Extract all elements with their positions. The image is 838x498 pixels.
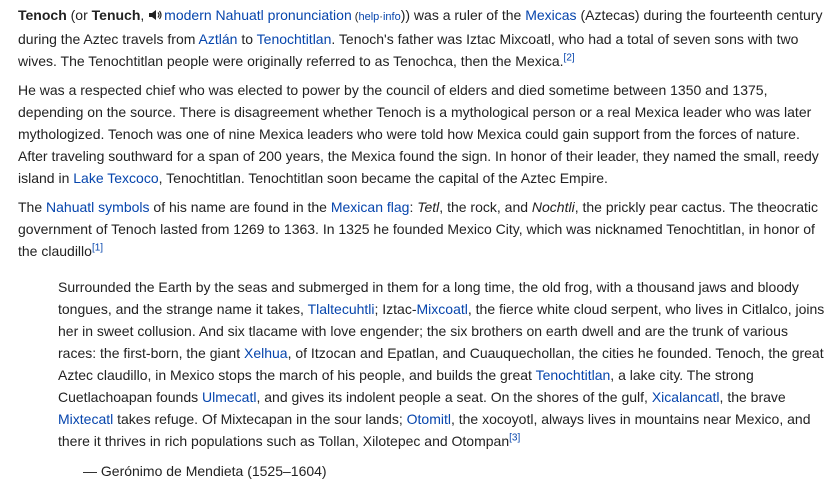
ulmecatl-link[interactable]: Ulmecatl — [202, 389, 257, 405]
aztlan-link[interactable]: Aztlán — [198, 31, 238, 47]
xicalancatl-link[interactable]: Xicalancatl — [651, 389, 720, 405]
article-subject: Tenoch — [18, 7, 67, 23]
mexican-flag-link[interactable]: Mexican flag — [330, 199, 410, 215]
article-content — [18, 4, 828, 482]
nahuatl-symbols-link[interactable]: Nahuatl symbols — [46, 199, 150, 215]
tetl-term: Tetl — [417, 199, 440, 215]
mendieta-quote — [58, 276, 828, 482]
mexicas-link[interactable]: Mexicas — [525, 7, 577, 23]
quote-citation: — Gerónimo de Mendieta (1525–1604) — [83, 463, 327, 479]
help-link[interactable]: help — [358, 11, 380, 23]
paragraph-symbols: The Nahuatl symbols of his name are found in the Mexican flag: Tetl, the rock, and Nochtli, the prickly pear cactus. The theocratic government of Tenoch lasted from 1269 to 1363. In 1325 he founded Mexico City, which was nicknamed Tenochtitlan, in honor of the claudillo[1] — [18, 199, 819, 259]
pronunciation-link[interactable]: modern Nahuatl pronunciation — [164, 7, 352, 23]
mixcoatl-link[interactable]: Mixcoatl — [416, 301, 468, 317]
alternate-name: Tenuch — [91, 7, 141, 23]
quote-text: Surrounded the Earth by the seas and submerged in them for a long time, the old frog, with a thousand jaws and bloody tongues, and the strange name it takes, Tlaltecuhtli; Iztac-Mixcoatl, the fierce white cloud serpent, who lives in Citlalco, joins her in sweet collusion. And six tlacame with love engender; the six brothers on earth dwell and are the trunk of various races: the first-born, the giant Xelhua, of Itzocan and Epatlan, and Cuauquechollan, the cities he founded. Tenoch, the great Aztec claudillo, in Mexico stops the march of his people, and builds the great Tenochtitlan, a lake city. The strong Cuetlachoapan founds Ulmecatl, and gives its indolent people a seat. On the shores of the gulf, Xicalancatl, the brave Mixtecatl takes refuge. Of Mixtecapan in the sour lands; Otomitl, the xocoyotl, always lives in mountains near Mexico, and there it thrives in rich populations such as Tollan, Xilotepec and Otompan[3] — [58, 279, 825, 449]
mixtecatl-link[interactable]: Mixtecatl — [58, 411, 114, 427]
speaker-icon[interactable] — [148, 5, 162, 17]
nochtli-term: Nochtli — [531, 199, 575, 215]
reference-2-link[interactable]: [2] — [563, 52, 575, 64]
xelhua-link[interactable]: Xelhua — [243, 345, 288, 361]
reference-3-link[interactable]: [3] — [509, 432, 521, 444]
paragraph-biography: He was a respected chief who was elected to power by the council of elders and died sometime between 1350 and 1375, depending on the source. There is disagreement whether Tenoch is a mythological person or a real Mexica leader who was later mythologized. Tenoch was one of nine Mexica leaders who were told how Mexica could gain support from the forces of nature. After traveling southward for a span of 200 years, the Mexica found the sign. In honor of their leader, they named the small, reedy island in Lake Texcoco, Tenochtitlan. Tenochtitlan soon became the capital of the Aztec Empire. — [18, 82, 819, 186]
paragraph-intro: Tenoch (or Tenuch, modern Nahuatl pronunciation (help·info)) was a ruler of the Mexicas (Aztecas) during the fourteenth century during the Aztec travels from Aztlán to Tenochtitlan. Tenoch's father was Iztac Mixcoatl, who had a total of seven sons with two wives. The Tenochtitlan people were originally referred to as Tenochca, then the Mexica.[2] — [18, 7, 823, 69]
tlaltecuhtli-link[interactable]: Tlaltecuhtli — [307, 301, 375, 317]
tenochtitlan-link[interactable]: Tenochtitlan — [256, 31, 332, 47]
lake-texcoco-link[interactable]: Lake Texcoco — [73, 170, 159, 186]
info-link[interactable]: info — [382, 11, 401, 23]
reference-1-link[interactable]: [1] — [91, 242, 104, 254]
quote-tenochtitlan-link[interactable]: Tenochtitlan — [535, 367, 611, 383]
otomitl-link[interactable]: Otomitl — [406, 411, 451, 427]
